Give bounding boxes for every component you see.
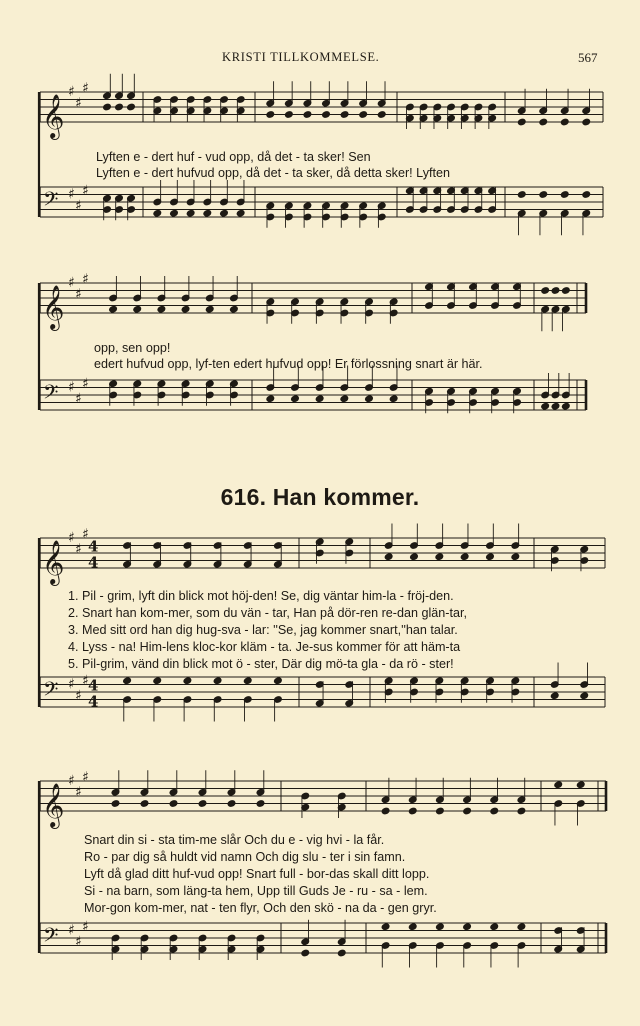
verse-1-line-b: Snart din si - sta tim-me slår Och du e - vig hvi - la får. [84,833,385,847]
upper-system1-verse1: Lyften e - dert huf - vud opp, då det - ta sker! Sen [96,150,371,164]
note-head [153,209,162,217]
note-head [170,209,179,217]
note-head [517,118,526,126]
note-head [435,553,444,561]
sharp-sign: ♯ [75,95,82,112]
sharp-sign: ♯ [75,933,82,950]
clef-sign: 𝄞 [42,94,65,138]
note-head [463,807,472,815]
note-head [410,553,419,561]
note-head [157,305,166,313]
note-head [291,395,300,403]
verse-2-line-b: Ro - par dig så huldt vid namn Och dig slu - ter i sin famn. [84,850,406,864]
note-head [551,287,560,295]
note-head [562,287,571,295]
note-head [562,402,571,410]
sharp-sign: ♯ [82,769,89,786]
note-head [303,111,312,119]
note-head [560,191,569,199]
note-head [169,800,178,808]
note-head [230,305,239,313]
sharp-sign: ♯ [82,672,89,689]
note-head [266,395,275,403]
note-head [408,923,417,931]
sharp-sign: ♯ [75,687,82,704]
note-head [274,677,283,685]
note-head [205,305,214,313]
note-head [340,111,349,119]
note-head [181,305,190,313]
sharp-sign: ♯ [68,676,75,693]
clef-sign: 𝄢 [43,677,59,706]
time-signature: 4 [88,553,99,572]
verse-2-line-a: 2. Snart han kom-mer, som du vän - tar, Han på dör-ren re-dan glän-tar, [68,606,467,620]
note-head [582,118,591,126]
note-head [315,395,324,403]
note-head [541,402,550,410]
sharp-sign: ♯ [82,80,89,97]
sharp-sign: ♯ [75,784,82,801]
verse-3-line-a: 3. Med sitt ord han dig hug-sva - lar: ''Se, jag kommer snart,''han talar. [68,623,458,637]
clef-sign: 𝄞 [42,285,65,329]
note-head [256,800,265,808]
sharp-sign: ♯ [68,84,75,100]
note-head [436,923,445,931]
verse-5-line-b: Mor-gon kom-mer, nat - ten flyr, Och den skö - na da - gen gryr. [84,901,437,915]
sharp-sign: ♯ [68,773,75,789]
sharp-sign: ♯ [82,918,89,935]
note-head [186,209,195,217]
sharp-sign: ♯ [68,530,75,546]
note-head [301,949,310,957]
note-head [463,923,472,931]
sharp-sign: ♯ [68,186,75,203]
hymn-title: 616. Han kommer. [220,484,420,510]
note-head [220,209,229,217]
sharp-sign: ♯ [82,182,89,199]
note-head [115,103,124,111]
clef-sign: 𝄢 [43,380,59,409]
sharp-sign: ♯ [82,526,89,543]
upper-system2-verse2: edert hufvud opp, lyf-ten edert hufvud opp! Er förlossning snart är här. [94,357,483,371]
note-head [337,949,346,957]
note-head [576,781,585,789]
note-head [359,111,368,119]
note-head [436,807,445,815]
sharp-sign: ♯ [82,375,89,392]
note-head [551,402,560,410]
clef-sign: 𝄞 [42,783,65,827]
note-head [554,781,563,789]
note-head [103,103,112,111]
note-head [127,103,136,111]
note-head [490,807,499,815]
note-head [408,807,417,815]
note-head [227,800,236,808]
note-head [517,923,526,931]
clef-sign: 𝄞 [42,540,65,584]
verse-3-line-b: Lyft då glad ditt huf-vud opp! Snart full - bor-das skall ditt lopp. [84,867,430,881]
note-head [389,395,398,403]
note-head [198,800,207,808]
note-head [580,692,589,700]
upper-system2-verse1: opp, sen opp! [94,341,171,355]
sharp-sign: ♯ [68,922,75,939]
note-head [511,553,520,561]
note-head [560,118,569,126]
note-head [460,553,469,561]
note-head [123,677,132,685]
note-head [109,305,118,313]
note-head [340,395,349,403]
clef-sign: 𝄢 [43,923,59,952]
note-head [384,553,393,561]
page-number: 567 [578,50,598,65]
note-head [322,111,331,119]
verse-4-line-b: Si - na barn, som läng-ta hem, Upp till Guds Je - ru - sa - lem. [84,884,428,898]
sharp-sign: ♯ [68,275,75,291]
time-signature: 4 [88,537,99,556]
note-head [517,191,526,199]
sharp-sign: ♯ [75,541,82,558]
note-head [236,209,245,217]
note-head [133,305,142,313]
verse-4-line-a: 4. Lyss - na! Him-lens kloc-kor kläm - ta. Je-sus kommer för att häm-ta [68,640,461,654]
sharp-sign: ♯ [68,379,75,396]
note-head [243,677,252,685]
sharp-sign: ♯ [75,197,82,214]
note-head [377,111,386,119]
note-head [285,111,294,119]
page-header-title: KRISTI TILLKOMMELSE. [222,50,380,64]
note-head [381,923,390,931]
note-head [517,807,526,815]
note-head [365,395,374,403]
note-head [183,677,192,685]
note-head [266,111,275,119]
note-head [541,287,550,295]
note-head [539,191,548,199]
time-signature: 4 [88,692,99,711]
time-signature: 4 [88,676,99,695]
sharp-sign: ♯ [75,286,82,303]
note-head [490,923,499,931]
note-head [381,807,390,815]
note-head [153,677,162,685]
note-head [550,692,559,700]
note-head [203,209,212,217]
clef-sign: 𝄢 [43,187,59,216]
note-head [486,553,495,561]
upper-system1-verse2: Lyften e - dert hufvud opp, då det - ta sker, då detta sker! Lyften [96,166,451,180]
sharp-sign: ♯ [75,390,82,407]
note-head [539,118,548,126]
verse-1-line-a: 1. Pil - grim, lyft din blick mot höj-den! Se, dig väntar him-la - fröj-den. [68,589,454,603]
note-head [111,800,120,808]
note-head [582,191,591,199]
note-head [140,800,149,808]
note-head [213,677,222,685]
verse-5-line-a: 5. Pil-grim, vänd din blick mot ö - ster, Där dig mö-ta gla - da rö - ster! [68,657,454,671]
sharp-sign: ♯ [82,271,89,288]
